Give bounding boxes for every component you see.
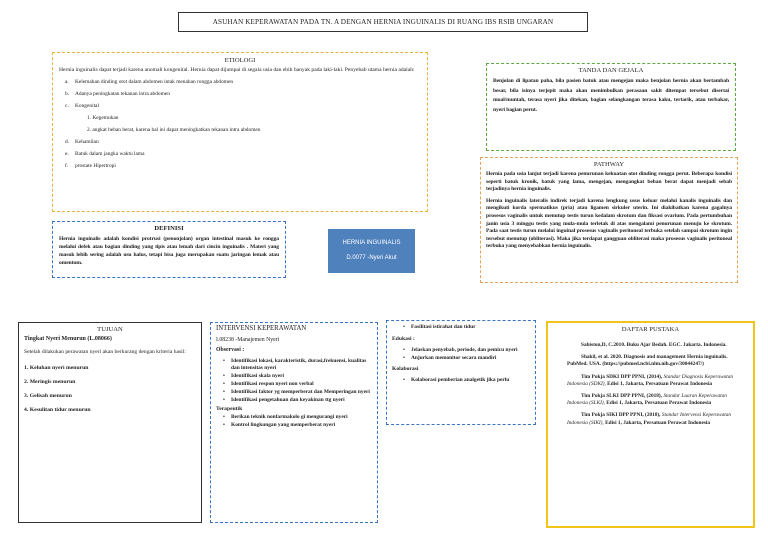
- daftar-pustaka-panel: [546, 321, 755, 528]
- diagnosis-code: D.0077 -Nyeri Akut: [346, 255, 397, 261]
- item-text: Identifikasi pengetahuan dan keyakinan ttg nyeri: [231, 397, 345, 404]
- list-item: [59, 163, 421, 170]
- reference-publisher: Edisi 1, Jakarta, Persatuan Perawat Indonesia: [607, 380, 713, 387]
- sub-item: 2. angkat beban berat, karena hal ini dapat meningkatkan tekanan intra abdomen: [87, 127, 261, 134]
- item-text: Kelemahan dinding otot dalam abdomen intak menahan rongga abdomen: [75, 79, 234, 86]
- bullet-icon: •: [403, 346, 405, 353]
- item-text: Batuk dalam jangka waktu lama: [75, 151, 145, 158]
- reference-author: Shakil, et al. 2020. Diagnosis and management Hernia inguinalis. PubMed. USA. (https://pubmed.ncbi.nlm.nih.gov/30044247/): [567, 354, 728, 368]
- list-item: [59, 151, 421, 158]
- definisi-panel: [52, 221, 286, 278]
- daftar-heading: DAFTAR PUSTAKA: [621, 326, 680, 333]
- item-text: Berikan teknik nonfarmakolo gi mengurangi nyeri: [231, 413, 348, 420]
- list-item: [220, 381, 372, 388]
- bullet-icon: •: [223, 413, 225, 420]
- item-text: Kolaborasi pemberian analgetik jika perlu: [411, 377, 510, 384]
- pathway-heading: PATHWAY: [593, 161, 625, 168]
- reference-publisher: Edisi 1, Jakarta, Persatuan Perawat Indonesia: [605, 419, 711, 426]
- terapeutik-label: Terapeutik: [216, 405, 243, 412]
- list-item: [220, 358, 372, 371]
- definisi-text: Hernia inguinalis adalah kondisi protrusi (penonjolan) organ intestinal masuk ke rongga melalui defek atau bagian dinding yang tipis atau lemah dari cincin inguinalis . Materi yang masuk lebih sering adalah usu halus, tetapi bisa juga merupakan suatu jaringan lemak atau omentum.: [59, 236, 279, 266]
- reference-item: [553, 354, 748, 368]
- reference-title: Standar Diagnosis Keperawatan Indonesia (SDKI),: [567, 373, 734, 387]
- reference-publisher: Edisi 1, Jakarta, Persatuan Perawat Indonesia: [606, 400, 712, 407]
- pathway-paragraph: Hernia inguinalis lateralis indirek terjadi karena lengkung usus keluar melalui kanalis inguinalis dan mengikuti korda spermatikus (pria) atau ligamen sirkuler uterin. Ini diakibatkan karena gagalnya prosesus vaginalis untuk menutup testis turun kedalam skrotum dan fiksasi ovarium. Pada pertumbuhan janin usia 3 minggu testis yang mula-mula terletak di atas mengalami penurunan menuju ke skrotum. Pada saat testis turun melalui inguinal prosesus vaginalis peritoneal terbuka setelah sampai skrotum ingin tersebut menutup (obliterasi). Maka jika terdapat gangguan obliterasi maka prosesus vaginalis peritoneal terbuka yang menyebabkan hernia inguinalis.: [486, 197, 732, 250]
- diagnosis-title: HERNIA INGUINALIS: [342, 240, 401, 246]
- list-item: [220, 373, 372, 380]
- reference-title: Standar Luaran Keperawatan Indonesia (SLKI),: [567, 393, 727, 407]
- pathway-panel: [480, 157, 738, 283]
- etiologi-intro: Hernia inguinalis dapat terjadi karena anomali kongenital. Hernia dapat dijumpai di segala usia dan ebih banyak pada laki-laki. Penyebab utama hernia adalah:: [59, 67, 415, 73]
- etiologi-panel: [52, 52, 428, 212]
- tujuan-heading: TUJUAN: [97, 326, 123, 333]
- item-text: Fasilitasi istirahat dan tidur: [411, 324, 476, 330]
- list-item: [400, 347, 530, 354]
- item-text: Kongenital: [75, 103, 99, 110]
- bullet-icon: •: [223, 397, 225, 404]
- list-item: [220, 397, 372, 404]
- criteria-item: 4. Kesulitan tidur menurun: [24, 407, 91, 414]
- item-marker: f.: [65, 163, 69, 170]
- item-marker: a.: [65, 79, 69, 86]
- intervensi-code: I.08238 -Manajemen Nyeri: [216, 337, 280, 343]
- list-item: [59, 79, 421, 86]
- edukasi-label: Edukasi :: [392, 335, 415, 342]
- reference-title: Standar Intervensi Keperawatan Indonesia (SIKI),: [567, 412, 731, 426]
- item-text: Identifikasi respon nyeri non verbal: [231, 380, 314, 387]
- item-marker: e.: [65, 151, 69, 158]
- item-text: Kehamilan: [75, 139, 99, 146]
- tujuan-subheading: Tingkat Nyeri Menurun (L.08066): [24, 336, 112, 342]
- reference-item: [553, 393, 748, 407]
- tujuan-panel: [18, 322, 202, 523]
- bullet-icon: •: [223, 380, 225, 387]
- bullet-icon: •: [223, 372, 225, 379]
- reference-item: [553, 342, 748, 349]
- reference-item: [553, 374, 748, 388]
- item-marker: c.: [65, 103, 69, 110]
- item-marker: d.: [65, 139, 70, 146]
- item-text: Identifikasi skala nyeri: [231, 372, 285, 379]
- list-item: [59, 139, 421, 146]
- bullet-icon: •: [223, 389, 225, 396]
- central-diagnosis-box: [328, 229, 415, 273]
- tanda-text: Benjolan di lipatan paha, bila pasien batuk atau mengejan maka benjolan hernia akan bertambah besar, bila isinya terjepit maka akan menimbulkan perasaan sakit ditempat tersebut disertai mual/muntah, terasa nyeri jika ditekan, bagian selangkangan terasa kaku, tertarik, atau terbakar, nyeri bagian perut.: [493, 78, 729, 113]
- item-text: Adanya peningkatan tekanan intra abdomen: [75, 91, 170, 98]
- pathway-paragraph: Hernia pada usia lanjut terjadi karena penurunan kekuatan otot dinding rongga perut. Beberapa kondisi seperti batuk kronik, batuk yang lama, mengejan, mengangkat beban berat dapat menjadi sebab terjadinya hernia inguinalis.: [486, 171, 732, 193]
- item-text: Jelaskan penyebab, periode, dan pemicu nyeri: [411, 346, 518, 353]
- list-item: [220, 414, 372, 421]
- tujuan-intro: Setelah dilakukan perawatan nyeri akan berkurang dengan kriteria hasil:: [24, 349, 186, 355]
- tanda-gejala-panel: [486, 63, 736, 151]
- item-text: prostate Hipertropi: [75, 163, 116, 170]
- sub-item: 1. Kegemukan: [87, 115, 119, 122]
- definisi-heading: DEFINISI: [154, 225, 184, 232]
- document-title: ASUHAN KEPERAWATAN PADA TN. A DENGAN HERNIA INGUINALIS DI RUANG IBS RSIB UNGARAN: [178, 12, 588, 32]
- bullet-icon: •: [403, 377, 405, 384]
- list-item: [220, 389, 372, 396]
- bullet-icon: •: [223, 358, 225, 364]
- criteria-item: 3. Gelisah menurun: [24, 393, 72, 400]
- criteria-item: 1. Keluhan nyeri menurun: [24, 365, 89, 372]
- list-item: [220, 422, 372, 429]
- bullet-icon: •: [403, 354, 405, 361]
- item-marker: b.: [65, 91, 70, 98]
- item-text: Kontrol lingkungan yang memperberat nyeri: [231, 421, 336, 428]
- bullet-icon: •: [403, 324, 405, 330]
- list-item: [59, 103, 421, 110]
- item-text: Identifikasi faktor yg memperberat dan Memperingan nyeri: [231, 389, 370, 396]
- item-text: Identifikasi lokasi, karakteristik, durasi,frekuensi, kualitas dan intensitas nyeri: [231, 358, 367, 371]
- item-text: Anjurkan memonitor secara mandiri: [411, 354, 497, 361]
- etiologi-heading: ETIOLOGI: [224, 57, 256, 64]
- list-item: [59, 91, 421, 98]
- list-item: [400, 355, 530, 362]
- kolaborasi-label: Kolaborasi: [392, 366, 419, 373]
- reference-author: Sabiston,D, C.2010. Buku Ajar Bedah. EGC. Jakarta. Indonesia.: [581, 342, 727, 348]
- tanda-heading: TANDA DAN GEJALA: [578, 67, 644, 74]
- reference-item: [553, 412, 748, 426]
- reference-author: Tim Pokja SLKI DPP PPNI, (2018),: [581, 393, 662, 400]
- list-item: [400, 377, 530, 384]
- criteria-item: 2. Meringis menurun: [24, 379, 76, 386]
- reference-author: Tim Pokja SIKI DPP PPNI, (2018),: [581, 412, 661, 419]
- bullet-icon: •: [223, 421, 225, 428]
- observasi-label: Observasi :: [216, 347, 245, 353]
- intervensi-lanjutan-panel: [386, 320, 536, 425]
- list-item: [400, 324, 530, 331]
- intervensi-panel: [210, 322, 378, 523]
- reference-author: Tim Pokja SDKI DPP PPNI, (2014),: [581, 373, 663, 380]
- intervensi-heading: INTERVENSI KEPERAWATAN: [216, 325, 307, 332]
